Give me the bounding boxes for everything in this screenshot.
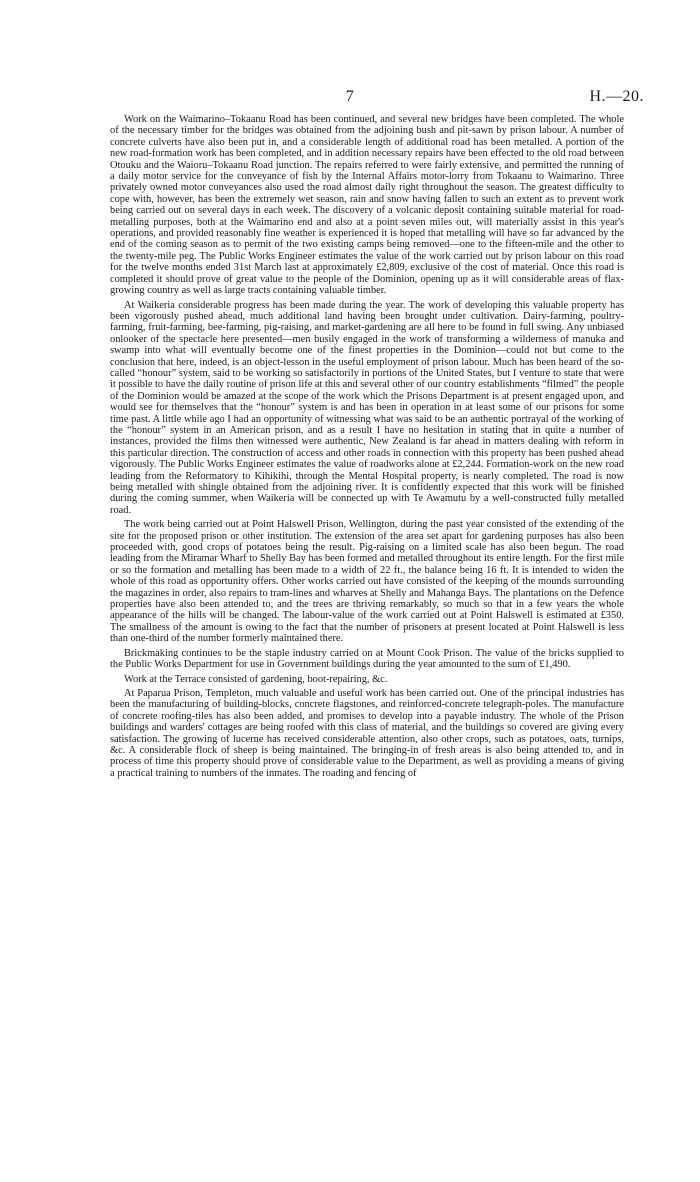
body-text [110, 114, 624, 779]
paragraph-point-halswell: The work being carried out at Point Halswell Prison, Wellington, during the past year consisted of the extending of the site for the proposed prison or other institution. The extension of the area set apart for gardening purposes has also been proceeded with, good crops of potatoes being the result. Pig-raising on a limited scale has also been begun. The road leading from the Miramar Wharf to Shelly Bay has been formed and metalled throughout its entire length. For the first mile or so the formation and metalling has been made to a width of 22 ft., the balance being 16 ft. It is intended to widen the whole of this road as opportunity offers. Other works carried out have consisted of the keeping of the mounds surrounding the magazines in order, also repairs to tram-lines and wharves at Shelly and Mahanga Bays. The plantations on the Defence properties have also been attended to, and the trees are thriving remarkably, so much so that in a few years the whole appearance of the hills will be changed. The labour-value of the work carried out at Point Halswell is estimated at £350. The smallness of the amount is owing to the fact that the number of prisoners at present located at Point Halswell is less than one-third of the number formerly maintained there. [110, 519, 624, 645]
paragraph-terrace: Work at the Terrace consisted of gardening, boot-repairing, &c. [124, 673, 388, 685]
page-number: 7 [345, 88, 355, 105]
paragraph-mount-cook: Brickmaking continues to be the staple industry carried on at Mount Cook Prison. The value of the bricks supplied to the Public Works Department for use in Government buildings during the year amounted to the sum of £1,490. [110, 647, 624, 671]
document-reference: H.—20. [589, 88, 644, 105]
paragraph-waikeria: At Waikeria considerable progress has been made during the year. The work of developing this valuable property has been vigorously pushed ahead, much additional land having been brought under cultivation. Dairy-farming, poultry-farming, fruit-farming, bee-farming, pig-raising, and market-gardening are all here to be found in full swing. Any unbiased onlooker of the spectacle here presented—men busily engaged in the work of transforming a wilderness of manuka and swamp into what will eventually become one of the finest properties in the Dominion—could not but come to the conclusion that here, indeed, is an object-lesson in the useful employment of prison labour. Much has been heard of the so-called “honour” system, said to be working so satisfactorily in portions of the United States, but I venture to state that were it possible to have the daily routine of prison life at this and several other of our country establishments “filmed” the people of the Dominion would be amazed at the scope of the work which the Prisons Department is at present engaged upon, and would see for themselves that the “honour” system is and has been in operation in at least some of our prisons for some time past. A little while ago I had an opportunity of witnessing what was said to be an authentic portrayal of the working of the “honour” system in an American prison, and as a result I have no hesitation in stating that in quite a number of instances, provided the films then witnessed were authentic, New Zealand is far ahead in matters dealing with reform in this particular direction. The construction of access and other roads in connection with this property has been pushed ahead vigorously. The Public Works Engineer estimates the value of roadworks alone at £2,244. Formation-work on the new road leading from the Reformatory to Kihikihi, through the Mental Hospital property, is nearly completed. The road is now being metalled with shingle obtained from the adjoining river. It is confidently expected that this work will be finished during the coming summer, when Waikeria will be connected up with Te Awamutu by a well-constructed fully metalled road. [110, 299, 624, 516]
paragraph-paparua: At Paparua Prison, Templeton, much valuable and useful work has been carried out. One of the principal industries has been the manufacturing of building-blocks, concrete flagstones, and reinforced-concrete telegraph-poles. The manufacture of concrete roofing-tiles has also been added, and promises to develop into a payable industry. The whole of the Prison buildings and warders' cottages are being roofed with this class of material, and the buildings so covered are giving every satisfaction. The growing of lucerne has received considerable attention, also other crops, such as potatoes, oats, turnips, &c. A considerable flock of sheep is being maintained. The bringing-in of fresh areas is also being attended to, and in process of time this property should prove of considerable value to the Department, as well as providing a means of giving a practical training to numbers of the inmates. The roading and fencing of [110, 687, 624, 779]
paragraph-waimarino-road: Work on the Waimarino–Tokaanu Road has been continued, and several new bridges have been completed. The whole of the necessary timber for the bridges was obtained from the adjoining bush and pit-sawn by prison labour. A number of concrete culverts have also been put in, and a considerable length of additional road has been metalled. A portion of the new road-formation work has been completed, and in addition necessary repairs have been effected to the old road between Otouku and the Waioru–Tokaanu Road junction. The repairs referred to were fairly extensive, and permitted the running of a daily motor service for the conveyance of fish by the Internal Affairs motor-lorry from Tokaanu to Waimarino. Three privately owned motor conveyances also used the road almost daily right throughout the season. The greatest difficulty to cope with, however, has been the extremely wet season, rain and snow having fallen to such an extent as to prevent work being carried out on several days in each week. The discovery of a volcanic deposit containing suitable material for road-metalling purposes, both at the Waimarino end and also at a point seven miles out, will materially assist in this year's operations, and provided reasonably fine weather is experienced it is hoped that metalling will have so far advanced by the end of the coming season as to permit of the two existing camps being removed—one to the fifteen-mile and the other to the twenty-mile peg. The Public Works Engineer estimates the value of the work carried out by prison labour on this road for the twelve months ended 31st March last at approximately £2,809, exclusive of the cost of material. Once this road is completed it should prove of great value to the people of the Dominion, opening up as it will considerable areas of flax-growing country as well as large tracts containing valuable timber. [110, 114, 624, 297]
